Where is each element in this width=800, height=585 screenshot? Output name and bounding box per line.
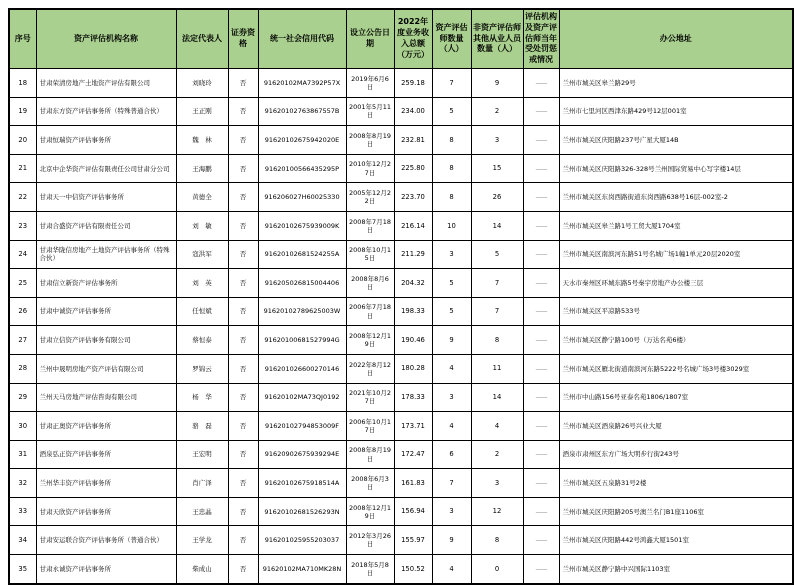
- cell-credit-code: 91620102763867557B: [258, 97, 346, 126]
- cell-legal-representative: 骆 磊: [176, 412, 228, 441]
- cell-announcement-date: 2008年7月18日: [346, 211, 394, 240]
- cell-appraiser-count: 3: [432, 383, 471, 412]
- cell-legal-representative: 王海鹏: [176, 154, 228, 183]
- cell-revenue-2022: 225.80: [394, 154, 432, 183]
- cell-other-staff-count: 9: [471, 68, 523, 97]
- cell-penalty-status: ——: [523, 154, 559, 183]
- cell-other-staff-count: 4: [471, 412, 523, 441]
- cell-other-staff-count: 5: [471, 240, 523, 269]
- cell-row-number: 29: [9, 383, 36, 412]
- cell-penalty-status: ——: [523, 526, 559, 555]
- cell-announcement-date: 2019年6月6日: [346, 68, 394, 97]
- cell-appraiser-count: 7: [432, 68, 471, 97]
- table-row: [9, 440, 793, 469]
- cell-legal-representative: 蔡恒泰: [176, 326, 228, 355]
- cell-legal-representative: 寇洪军: [176, 240, 228, 269]
- table-row: [9, 126, 793, 155]
- cell-other-staff-count: 12: [471, 497, 523, 526]
- cell-securities-qualification: 否: [228, 326, 258, 355]
- cell-revenue-2022: 156.94: [394, 497, 432, 526]
- cell-penalty-status: ——: [523, 412, 559, 441]
- table-row: [9, 240, 793, 269]
- cell-institution-name: 甘肃天欣资产评估事务所: [36, 497, 176, 526]
- cell-legal-representative: 王宏明: [176, 440, 228, 469]
- cell-announcement-date: 2022年8月12日: [346, 354, 394, 383]
- cell-row-number: 18: [9, 68, 36, 97]
- cell-office-address: 兰州市城关区庆阳路442号鸿鑫大厦1501室: [559, 526, 793, 555]
- cell-securities-qualification: 否: [228, 526, 258, 555]
- cell-securities-qualification: 否: [228, 183, 258, 212]
- header-other-staff-count: 非资产评估师其他从业人员数量（人）: [471, 9, 523, 68]
- cell-credit-code: 91620102675918514A: [258, 469, 346, 498]
- table-row: [9, 555, 793, 584]
- cell-row-number: 27: [9, 326, 36, 355]
- cell-other-staff-count: 0: [471, 555, 523, 584]
- table-row: [9, 497, 793, 526]
- cell-penalty-status: ——: [523, 555, 559, 584]
- cell-other-staff-count: 11: [471, 354, 523, 383]
- cell-announcement-date: 2008年6月3日: [346, 469, 394, 498]
- cell-announcement-date: 2010年12月27日: [346, 154, 394, 183]
- cell-announcement-date: 2008年8月19日: [346, 126, 394, 155]
- cell-legal-representative: 任恒斌: [176, 297, 228, 326]
- cell-penalty-status: ——: [523, 183, 559, 212]
- table-row: [9, 97, 793, 126]
- cell-institution-name: 兰州天马房地产评估咨询有限公司: [36, 383, 176, 412]
- header-announcement-date: 设立公告日期: [346, 9, 394, 68]
- cell-appraiser-count: 5: [432, 269, 471, 298]
- cell-penalty-status: ——: [523, 297, 559, 326]
- cell-office-address: 兰州市中山路156号亚泰名苑1806/1807室: [559, 383, 793, 412]
- cell-credit-code: 91620102789625003W: [258, 297, 346, 326]
- cell-securities-qualification: 否: [228, 211, 258, 240]
- cell-appraiser-count: 4: [432, 354, 471, 383]
- cell-institution-name: 甘肃东方资产评估事务所（特殊普通合伙）: [36, 97, 176, 126]
- cell-other-staff-count: 7: [471, 269, 523, 298]
- header-office-address: 办公地址: [559, 9, 793, 68]
- cell-revenue-2022: 204.32: [394, 269, 432, 298]
- cell-office-address: 酒泉市肃州区东方广场大明步行街243号: [559, 440, 793, 469]
- header-row-number: 序号: [9, 9, 36, 68]
- cell-revenue-2022: 161.83: [394, 469, 432, 498]
- table-row: [9, 383, 793, 412]
- cell-institution-name: 北京中企华资产评估有限责任公司甘肃分公司: [36, 154, 176, 183]
- table-row: [9, 183, 793, 212]
- cell-credit-code: 91620102681524255A: [258, 240, 346, 269]
- cell-legal-representative: 刘晓玲: [176, 68, 228, 97]
- cell-other-staff-count: 3: [471, 469, 523, 498]
- cell-appraiser-count: 5: [432, 97, 471, 126]
- cell-credit-code: 91620102675942020E: [258, 126, 346, 155]
- cell-securities-qualification: 否: [228, 497, 258, 526]
- cell-announcement-date: 2006年10月17日: [346, 412, 394, 441]
- cell-row-number: 28: [9, 354, 36, 383]
- cell-office-address: 天水市秦州区环城东路5号秦宇房地产办公楼三层: [559, 269, 793, 298]
- cell-credit-code: 916201026600270146: [258, 354, 346, 383]
- cell-credit-code: 91620100566435295P: [258, 154, 346, 183]
- cell-securities-qualification: 否: [228, 240, 258, 269]
- table-row: [9, 211, 793, 240]
- cell-other-staff-count: 8: [471, 326, 523, 355]
- cell-appraiser-count: 8: [432, 126, 471, 155]
- cell-revenue-2022: 234.00: [394, 97, 432, 126]
- cell-securities-qualification: 否: [228, 297, 258, 326]
- cell-row-number: 20: [9, 126, 36, 155]
- cell-penalty-status: ——: [523, 68, 559, 97]
- cell-institution-name: 兰州华丰资产评估事务所: [36, 469, 176, 498]
- cell-securities-qualification: 否: [228, 469, 258, 498]
- cell-legal-representative: 肖广泽: [176, 469, 228, 498]
- cell-penalty-status: ——: [523, 240, 559, 269]
- table-header: [9, 9, 793, 68]
- table-row: [9, 326, 793, 355]
- cell-penalty-status: ——: [523, 440, 559, 469]
- cell-credit-code: 91620102681526293N: [258, 497, 346, 526]
- cell-penalty-status: ——: [523, 354, 559, 383]
- cell-announcement-date: 2005年12月22日: [346, 183, 394, 212]
- cell-institution-name: 甘肃中诚资产评估事务所: [36, 297, 176, 326]
- table-row: [9, 526, 793, 555]
- cell-revenue-2022: 232.81: [394, 126, 432, 155]
- cell-legal-representative: 王学龙: [176, 526, 228, 555]
- cell-institution-name: 甘肃正奥资产评估事务所: [36, 412, 176, 441]
- cell-penalty-status: ——: [523, 383, 559, 412]
- cell-revenue-2022: 150.52: [394, 555, 432, 584]
- cell-row-number: 23: [9, 211, 36, 240]
- cell-announcement-date: 2021年10月27日: [346, 383, 394, 412]
- cell-announcement-date: 2006年7月18日: [346, 297, 394, 326]
- cell-legal-representative: 杨 华: [176, 383, 228, 412]
- cell-other-staff-count: 26: [471, 183, 523, 212]
- cell-row-number: 25: [9, 269, 36, 298]
- cell-announcement-date: 2008年12月19日: [346, 497, 394, 526]
- cell-securities-qualification: 否: [228, 555, 258, 584]
- cell-office-address: 兰州市城关区静宁路100号（万达名苑6楼）: [559, 326, 793, 355]
- header-institution-name: 资产评估机构名称: [36, 9, 176, 68]
- cell-penalty-status: ——: [523, 269, 559, 298]
- cell-office-address: 兰州市城关区雁北街道南滨河东路5222号名城广场3号楼3029室: [559, 354, 793, 383]
- cell-office-address: 兰州市城关区五泉路31号2楼: [559, 469, 793, 498]
- cell-legal-representative: 魏 林: [176, 126, 228, 155]
- cell-appraiser-count: 8: [432, 183, 471, 212]
- cell-office-address: 兰州市城关区平凉路533号: [559, 297, 793, 326]
- cell-office-address: 兰州市城关区皋兰路1号工贸大厦1704室: [559, 211, 793, 240]
- cell-credit-code: 91620102794853009F: [258, 412, 346, 441]
- cell-penalty-status: ——: [523, 497, 559, 526]
- table-row: [9, 269, 793, 298]
- cell-row-number: 30: [9, 412, 36, 441]
- cell-row-number: 33: [9, 497, 36, 526]
- cell-row-number: 34: [9, 526, 36, 555]
- cell-announcement-date: 2001年5月11日: [346, 97, 394, 126]
- cell-institution-name: 甘肃华陇信房地产土地资产评估事务所（特殊合伙）: [36, 240, 176, 269]
- cell-announcement-date: 2008年12月19日: [346, 326, 394, 355]
- cell-office-address: 兰州市城关区皋兰路29号: [559, 68, 793, 97]
- cell-row-number: 32: [9, 469, 36, 498]
- cell-credit-code: 91620902675939294E: [258, 440, 346, 469]
- cell-appraiser-count: 9: [432, 326, 471, 355]
- cell-institution-name: 甘肃永诚资产评估事务所: [36, 555, 176, 584]
- cell-securities-qualification: 否: [228, 126, 258, 155]
- cell-office-address: 兰州市城关区庆阳路326-328号兰州国际贸易中心写字楼14层: [559, 154, 793, 183]
- cell-revenue-2022: 155.97: [394, 526, 432, 555]
- cell-other-staff-count: 14: [471, 383, 523, 412]
- cell-other-staff-count: 2: [471, 440, 523, 469]
- cell-securities-qualification: 否: [228, 68, 258, 97]
- cell-revenue-2022: 190.46: [394, 326, 432, 355]
- table-body: [9, 68, 793, 583]
- cell-institution-name: 甘肃安运联合资产评估事务所（普通合伙）: [36, 526, 176, 555]
- cell-legal-representative: 柴成山: [176, 555, 228, 584]
- cell-legal-representative: 王忠晶: [176, 497, 228, 526]
- cell-penalty-status: ——: [523, 326, 559, 355]
- cell-row-number: 26: [9, 297, 36, 326]
- table-row: [9, 68, 793, 97]
- cell-securities-qualification: 否: [228, 269, 258, 298]
- cell-appraiser-count: 10: [432, 211, 471, 240]
- cell-credit-code: 91620102675939009K: [258, 211, 346, 240]
- cell-securities-qualification: 否: [228, 354, 258, 383]
- cell-other-staff-count: 14: [471, 211, 523, 240]
- cell-other-staff-count: 2: [471, 97, 523, 126]
- cell-credit-code: 91620102MA710MK28N: [258, 555, 346, 584]
- cell-legal-representative: 王正刚: [176, 97, 228, 126]
- cell-announcement-date: 2012年3月26日: [346, 526, 394, 555]
- cell-revenue-2022: 216.14: [394, 211, 432, 240]
- cell-revenue-2022: 259.18: [394, 68, 432, 97]
- table-row: [9, 469, 793, 498]
- cell-row-number: 31: [9, 440, 36, 469]
- cell-penalty-status: ——: [523, 126, 559, 155]
- cell-office-address: 兰州市城关区庆阳路237号广星大厦14B: [559, 126, 793, 155]
- cell-credit-code: 916205026815004406: [258, 269, 346, 298]
- cell-institution-name: 甘肃恒瑞资产评估事务所: [36, 126, 176, 155]
- cell-announcement-date: 2018年5月8日: [346, 555, 394, 584]
- cell-revenue-2022: 173.71: [394, 412, 432, 441]
- header-appraiser-count: 资产评估师数量（人）: [432, 9, 471, 68]
- cell-appraiser-count: 3: [432, 497, 471, 526]
- cell-appraiser-count: 8: [432, 154, 471, 183]
- cell-revenue-2022: 178.33: [394, 383, 432, 412]
- cell-other-staff-count: 3: [471, 126, 523, 155]
- cell-penalty-status: ——: [523, 211, 559, 240]
- cell-securities-qualification: 否: [228, 440, 258, 469]
- cell-office-address: 兰州市城关区酒泉路26号兴业大厦: [559, 412, 793, 441]
- cell-office-address: 兰州市城关区东岗西路街道东岗西路638号16层-002室-2: [559, 183, 793, 212]
- cell-penalty-status: ——: [523, 469, 559, 498]
- cell-penalty-status: ——: [523, 97, 559, 126]
- cell-institution-name: 甘肃天一中信资产评估事务所: [36, 183, 176, 212]
- cell-institution-name: 甘肃合盛资产评估有限责任公司: [36, 211, 176, 240]
- cell-institution-name: 甘肃荣清房地产土地资产评估有限公司: [36, 68, 176, 97]
- cell-row-number: 19: [9, 97, 36, 126]
- cell-other-staff-count: 7: [471, 297, 523, 326]
- cell-institution-name: 甘肃信立新资产评估事务所: [36, 269, 176, 298]
- header-penalty-status: 评估机构及资产评估师当年受处罚惩戒情况: [523, 9, 559, 68]
- cell-row-number: 22: [9, 183, 36, 212]
- cell-institution-name: 甘肃立信资产评估事务有限公司: [36, 326, 176, 355]
- header-securities-qualification: 证券资格: [228, 9, 258, 68]
- cell-row-number: 35: [9, 555, 36, 584]
- cell-legal-representative: 罗锦云: [176, 354, 228, 383]
- cell-credit-code: 91620102MA73QJ0192: [258, 383, 346, 412]
- cell-securities-qualification: 否: [228, 154, 258, 183]
- cell-appraiser-count: 7: [432, 469, 471, 498]
- header-revenue-2022: 2022年度业务收入总额（万元）: [394, 9, 432, 68]
- appraisal-table: [8, 8, 794, 585]
- cell-appraiser-count: 6: [432, 440, 471, 469]
- table-row: [9, 354, 793, 383]
- table-row: [9, 154, 793, 183]
- cell-credit-code: 916201025955203037: [258, 526, 346, 555]
- cell-revenue-2022: 211.29: [394, 240, 432, 269]
- cell-legal-representative: 刘 敏: [176, 211, 228, 240]
- cell-legal-representative: 刘 英: [176, 269, 228, 298]
- cell-appraiser-count: 4: [432, 555, 471, 584]
- cell-institution-name: 兰州中晟明房地产资产评估有限公司: [36, 354, 176, 383]
- cell-announcement-date: 2008年8月19日: [346, 440, 394, 469]
- cell-legal-representative: 黄德全: [176, 183, 228, 212]
- cell-securities-qualification: 否: [228, 97, 258, 126]
- cell-institution-name: 酒泉弘正资产评估事务所: [36, 440, 176, 469]
- header-credit-code: 统一社会信用代码: [258, 9, 346, 68]
- table-row: [9, 412, 793, 441]
- cell-other-staff-count: 8: [471, 526, 523, 555]
- header-row: [9, 9, 793, 68]
- cell-row-number: 24: [9, 240, 36, 269]
- cell-announcement-date: 2008年8月6日: [346, 269, 394, 298]
- cell-credit-code: 91620100681527994G: [258, 326, 346, 355]
- cell-appraiser-count: 9: [432, 526, 471, 555]
- cell-appraiser-count: 4: [432, 412, 471, 441]
- cell-credit-code: 916206027H60025330: [258, 183, 346, 212]
- cell-appraiser-count: 3: [432, 240, 471, 269]
- cell-securities-qualification: 否: [228, 383, 258, 412]
- cell-credit-code: 91620102MA7392P57X: [258, 68, 346, 97]
- cell-appraiser-count: 5: [432, 297, 471, 326]
- cell-office-address: 兰州市七里河区西津东路429号12层001室: [559, 97, 793, 126]
- header-legal-representative: 法定代表人: [176, 9, 228, 68]
- cell-office-address: 兰州市城关区庆阳路205号澳兰名门B1座1106室: [559, 497, 793, 526]
- cell-row-number: 21: [9, 154, 36, 183]
- cell-office-address: 兰州市城关区南滨河东路51号名城广场1幢1单元20层2020室: [559, 240, 793, 269]
- cell-announcement-date: 2008年10月15日: [346, 240, 394, 269]
- cell-other-staff-count: 15: [471, 154, 523, 183]
- cell-securities-qualification: 否: [228, 412, 258, 441]
- cell-revenue-2022: 180.28: [394, 354, 432, 383]
- cell-office-address: 兰州市城关区静宁路中兴国际1103室: [559, 555, 793, 584]
- cell-revenue-2022: 198.33: [394, 297, 432, 326]
- cell-revenue-2022: 223.70: [394, 183, 432, 212]
- table-row: [9, 297, 793, 326]
- cell-revenue-2022: 172.47: [394, 440, 432, 469]
